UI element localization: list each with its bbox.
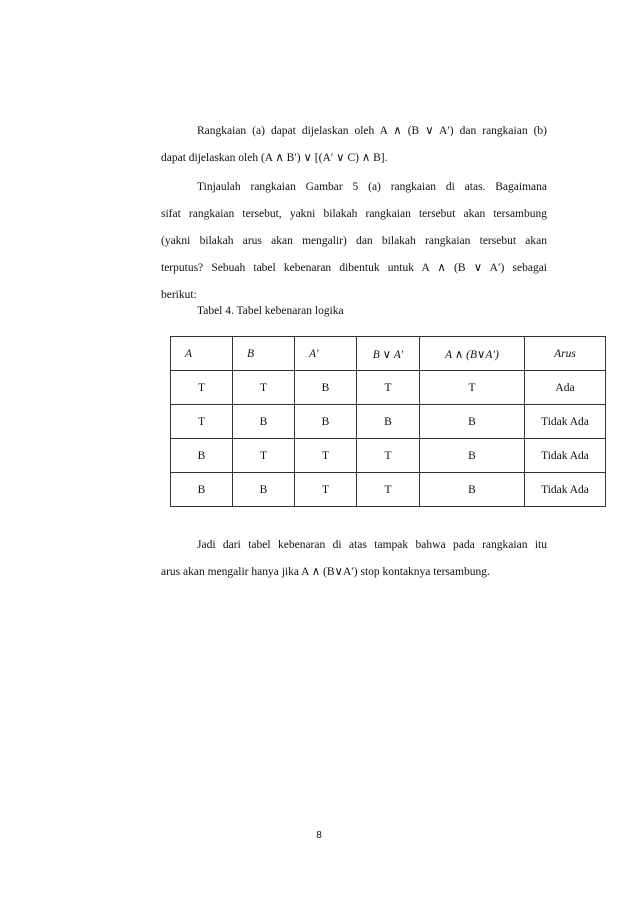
paragraph-line: Rangkaian (a) dapat dijelaskan oleh A ∧ (B ∨ A′) dan rangkaian (b) — [197, 125, 547, 137]
table-cell: T — [357, 439, 420, 473]
table-cell: T — [357, 371, 420, 405]
table-row — [171, 371, 606, 405]
paragraph-line: berikut: — [161, 289, 197, 301]
table-cell: T — [233, 371, 295, 405]
table-cell: T — [171, 405, 233, 439]
table-row — [171, 439, 606, 473]
table-cell: B — [233, 405, 295, 439]
table-header-cell: B — [233, 337, 295, 371]
table-cell: B — [357, 405, 420, 439]
table-cell: B — [233, 473, 295, 507]
paragraph-line: arus akan mengalir hanya jika A ∧ (B∨A′) stop kontaknya tersambung. — [161, 566, 490, 578]
table-cell: Tidak Ada — [525, 439, 606, 473]
table-cell: Ada — [525, 371, 606, 405]
table-caption: Tabel 4. Tabel kebenaran logika — [197, 305, 344, 317]
table-header-cell: B ∨ A′ — [357, 337, 420, 371]
table-cell: B — [420, 473, 525, 507]
table-cell: T — [295, 439, 357, 473]
paragraph-line: Jadi dari tabel kebenaran di atas tampak bahwa pada rangkaian itu — [197, 539, 547, 551]
table-header-cell: A ∧ (B∨A′) — [420, 337, 525, 371]
paragraph-line: dapat dijelaskan oleh (A ∧ B′) ∨ [(A′ ∨ C) ∧ B]. — [161, 152, 388, 164]
table-cell: B — [295, 405, 357, 439]
truth-table — [170, 336, 606, 507]
paragraph-3 — [161, 532, 547, 586]
table-row — [171, 405, 606, 439]
table-cell: B — [295, 371, 357, 405]
table-cell: T — [420, 371, 525, 405]
paragraph-line: (yakni bilakah arus akan mengalir) dan bilakah rangkaian tersebut akan — [161, 235, 547, 247]
table-cell: Tidak Ada — [525, 405, 606, 439]
table-header-cell: A — [171, 337, 233, 371]
table-cell: T — [357, 473, 420, 507]
table-cell: B — [420, 439, 525, 473]
table-cell: Tidak Ada — [525, 473, 606, 507]
table-header-row — [171, 337, 606, 371]
paragraph-1 — [161, 118, 547, 172]
table-cell: B — [420, 405, 525, 439]
table-header-cell: Arus — [525, 337, 606, 371]
table-cell: B — [171, 473, 233, 507]
table-cell: B — [171, 439, 233, 473]
table-row — [171, 473, 606, 507]
paragraph-line: terputus? Sebuah tabel kebenaran dibentuk untuk A ∧ (B ∨ A′) sebagai — [161, 262, 547, 274]
table-header-cell: A′ — [295, 337, 357, 371]
page-number: 8 — [316, 830, 322, 841]
paragraph-line: Tinjaulah rangkaian Gambar 5 (a) rangkaian di atas. Bagaimana — [197, 181, 547, 193]
paragraph-line: sifat rangkaian tersebut, yakni bilakah rangkaian tersebut akan tersambung — [161, 208, 547, 220]
table-cell: T — [233, 439, 295, 473]
table-cell: T — [295, 473, 357, 507]
table-cell: T — [171, 371, 233, 405]
paragraph-2 — [161, 174, 547, 309]
